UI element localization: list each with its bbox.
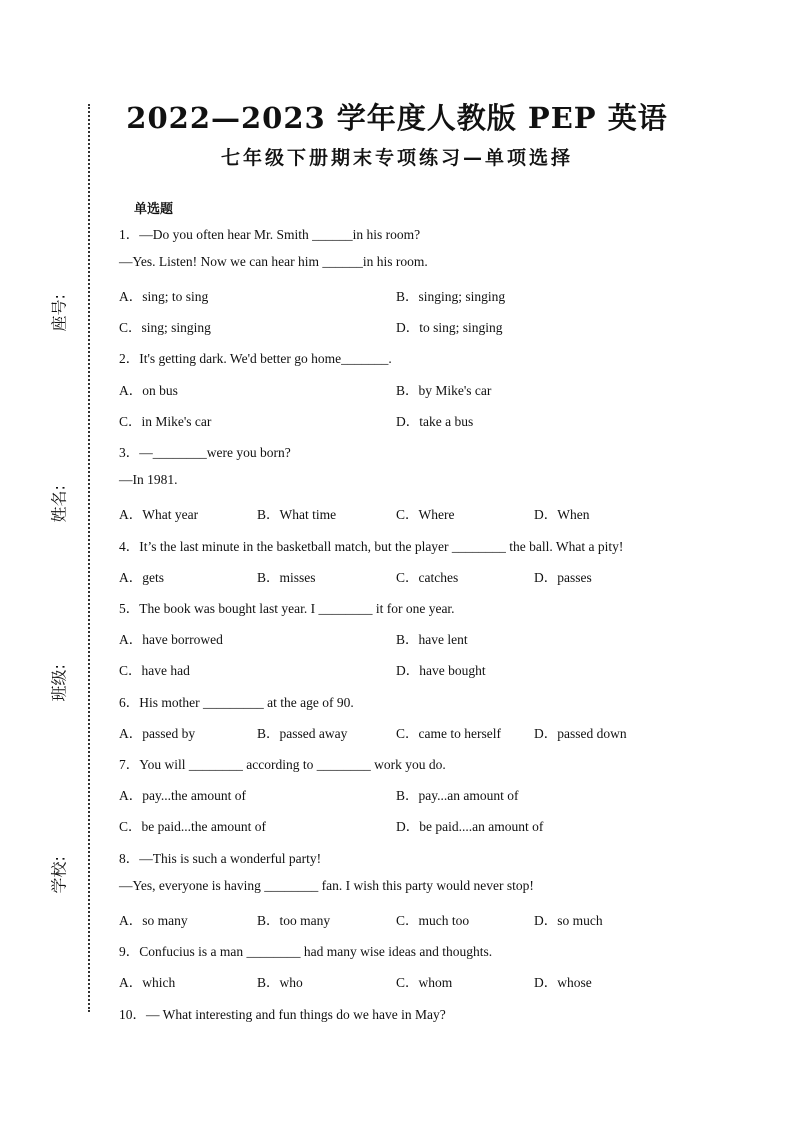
page-subtitle: 七年级下册期末专项练习—单项选择 bbox=[220, 147, 573, 169]
question-2-option-d: D．take a bus bbox=[396, 414, 474, 429]
question-3-option-a: A．What year bbox=[119, 507, 199, 522]
question-3-option-c: C．Where bbox=[396, 507, 455, 522]
question-4-option-b: B．misses bbox=[257, 570, 316, 585]
question-6-option-b: B．passed away bbox=[257, 726, 348, 741]
question-5-stem: 5．The book was bought last year. I ________ it for one year. bbox=[119, 601, 455, 616]
question-3-stem: 3．—________were you born? bbox=[119, 445, 291, 460]
question-5-option-c: C．have had bbox=[119, 663, 190, 678]
question-8-stem: 8．—This is such a wonderful party! bbox=[119, 851, 322, 866]
question-4-option-a: A．gets bbox=[119, 570, 164, 585]
question-6-stem: 6．His mother _________ at the age of 90. bbox=[119, 695, 354, 710]
question-9-option-a: A．which bbox=[119, 975, 176, 990]
question-9-option-b: B．who bbox=[257, 975, 303, 990]
question-4-option-d: D．passes bbox=[534, 570, 592, 585]
question-7-option-d: D．be paid....an amount of bbox=[396, 819, 544, 834]
question-5-option-b: B．have lent bbox=[396, 632, 468, 647]
question-2-option-c: C．in Mike's car bbox=[119, 414, 212, 429]
question-8-option-c: C．much too bbox=[396, 913, 470, 928]
question-6-option-d: D．passed down bbox=[534, 726, 627, 741]
question-3-option-d: D．When bbox=[534, 507, 590, 522]
question-6-option-c: C．came to herself bbox=[396, 726, 501, 741]
question-8-option-a: A．so many bbox=[119, 913, 188, 928]
question-5-option-a: A．have borrowed bbox=[119, 632, 223, 647]
question-3-option-b: B．What time bbox=[257, 507, 337, 522]
question-4-stem: 4．It’s the last minute in the basketball match, but the player ________ the ball. What a pity! bbox=[119, 539, 624, 554]
school-label: 学校: bbox=[49, 856, 69, 894]
question-3-reply: —In 1981. bbox=[119, 472, 178, 487]
question-8-reply: —Yes, everyone is having ________ fan. I wish this party would never stop! bbox=[119, 878, 534, 893]
question-2-option-b: B．by Mike's car bbox=[396, 383, 492, 398]
page-title: 2022—2023 学年度人教版 PEP 英语 bbox=[126, 101, 668, 135]
question-1-stem: 1．—Do you often hear Mr. Smith ______in his room? bbox=[119, 227, 421, 242]
question-10-stem: 10．— What interesting and fun things do we have in May? bbox=[119, 1007, 446, 1022]
binding-dotted-line bbox=[88, 104, 90, 1012]
question-5-option-d: D．have bought bbox=[396, 663, 486, 678]
question-1-option-c: C．sing; singing bbox=[119, 320, 211, 335]
question-9-stem: 9．Confucius is a man ________ had many wise ideas and thoughts. bbox=[119, 944, 493, 959]
question-9-option-d: D．whose bbox=[534, 975, 592, 990]
question-1-option-b: B．singing; singing bbox=[396, 289, 506, 304]
name-label: 姓名: bbox=[49, 485, 69, 523]
question-1-option-a: A．sing; to sing bbox=[119, 289, 209, 304]
question-8-option-d: D．so much bbox=[534, 913, 603, 928]
class-label: 班级: bbox=[49, 664, 69, 702]
seat-number-label: 座号: bbox=[49, 294, 69, 332]
question-1-option-d: D．to sing; singing bbox=[396, 320, 503, 335]
question-1-reply: —Yes. Listen! Now we can hear him ______in his room. bbox=[119, 254, 428, 269]
question-7-option-c: C．be paid...the amount of bbox=[119, 819, 266, 834]
question-7-option-a: A．pay...the amount of bbox=[119, 788, 246, 803]
question-7-option-b: B．pay...an amount of bbox=[396, 788, 519, 803]
question-2-option-a: A．on bus bbox=[119, 383, 178, 398]
question-4-option-c: C．catches bbox=[396, 570, 459, 585]
question-8-option-b: B．too many bbox=[257, 913, 331, 928]
section-title: 单选题 bbox=[134, 202, 174, 217]
question-2-stem: 2．It's getting dark. We'd better go home_______. bbox=[119, 351, 392, 366]
question-6-option-a: A．passed by bbox=[119, 726, 196, 741]
question-9-option-c: C．whom bbox=[396, 975, 453, 990]
question-7-stem: 7．You will ________ according to ________ work you do. bbox=[119, 757, 446, 772]
